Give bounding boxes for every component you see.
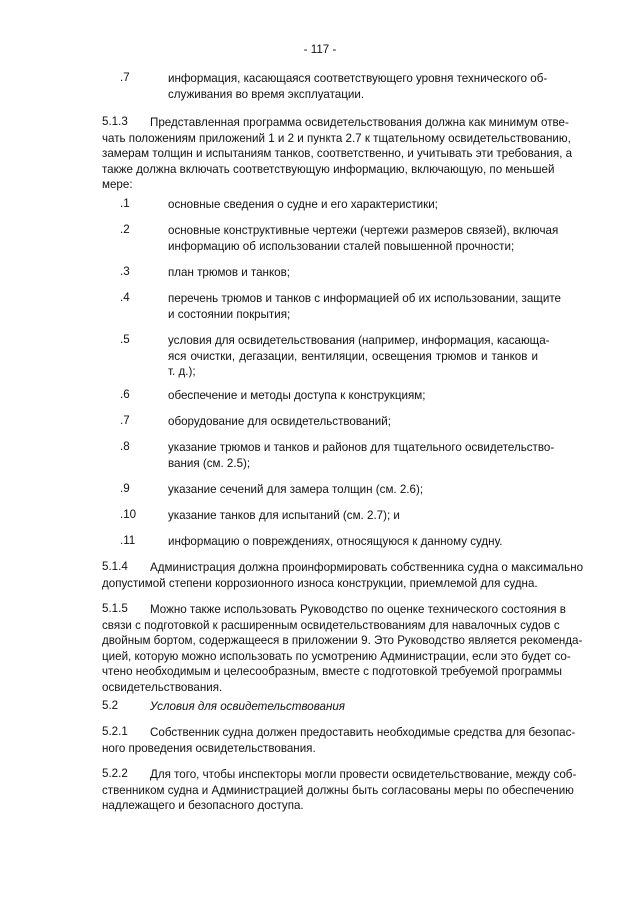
list-item — [120, 71, 548, 102]
list-item — [120, 333, 550, 380]
paragraph — [102, 115, 573, 193]
text-line: т. д.); — [168, 365, 196, 378]
list-item — [120, 197, 538, 213]
item-number: .1 — [120, 197, 130, 210]
list-item — [120, 482, 538, 498]
text-line: ного проведения освидетельствования. — [102, 741, 316, 755]
text-line: связи с подготовкой к расширенным освидетельствованиям для навалочных судов с — [102, 618, 560, 632]
text-line: надлежащего и безопасного доступа. — [102, 799, 304, 812]
text-line: Администрация должна проинформировать собственника судна о максимально — [150, 561, 584, 574]
text-line: вания (см. 2.5); — [168, 456, 251, 470]
text-line: Представленная программа освидетельствования должна как минимум отве- — [150, 116, 569, 129]
page-number: - 117 - — [303, 43, 337, 56]
text-line: двойным бортом, содержащееся в приложении 9. Это Руководство является рекоменда- — [102, 634, 583, 647]
item-number: .6 — [120, 388, 130, 401]
text-line: Собственник судна должен предоставить необходимые средства для безопас- — [150, 726, 576, 739]
text-line: указание сечений для замера толщин (см. 2.6); — [168, 483, 424, 496]
item-number: .10 — [120, 508, 137, 521]
text-line: допустимой степени коррозионного износа конструкции, приемлемой для судна. — [102, 576, 538, 590]
item-number: .2 — [120, 223, 130, 236]
text-line: условия для освидетельствования (например, информация, касающа- — [168, 334, 550, 347]
section-heading — [102, 699, 538, 715]
item-number: 5.1.5 — [102, 602, 128, 615]
text-line: мере: — [102, 178, 133, 191]
text-line: информацию о повреждениях, относящуюся к данному судну. — [168, 535, 503, 548]
paragraph — [102, 560, 584, 591]
list-item — [120, 291, 561, 322]
text-line: основные конструктивные чертежи (чертежи размеров связей), включая — [168, 224, 559, 237]
list-item — [120, 388, 538, 404]
paragraph — [102, 725, 576, 756]
list-item — [120, 223, 559, 254]
text-line: оборудование для освидетельствований; — [168, 415, 391, 428]
text-line: информацию об использовании сталей повышенной прочности; — [168, 239, 515, 253]
item-number: .9 — [120, 482, 130, 495]
text-line: цией, которую можно использовать по усмотрению Администрации, если это будет со- — [102, 649, 571, 663]
text-line: информация, касающаяся соответствующего уровня технического об- — [168, 72, 548, 85]
text-line: служивания во время эксплуатации. — [168, 87, 365, 101]
item-number: 5.2.1 — [102, 725, 128, 738]
text-line: Можно также использовать Руководство по оценке технического состояния в — [150, 603, 566, 616]
item-number: 5.1.4 — [102, 560, 128, 573]
paragraph — [102, 602, 583, 695]
item-number: .3 — [120, 265, 130, 278]
item-number: .5 — [120, 333, 130, 346]
text-line: указание танков для испытаний (см. 2.7); и — [168, 509, 400, 522]
item-number: 5.2.2 — [102, 767, 128, 780]
text-line: также должна включать соответствующую информацию, включающую, по меньшей — [102, 162, 555, 176]
text-line: план трюмов и танков; — [168, 266, 290, 279]
text-line: Условия для освидетельствования — [150, 700, 346, 713]
paragraph — [102, 767, 577, 814]
item-number: .8 — [120, 440, 130, 453]
item-number: .7 — [120, 414, 130, 427]
item-number: .11 — [120, 534, 136, 547]
item-number: 5.1.3 — [102, 115, 128, 128]
list-item — [120, 414, 538, 430]
text-line: основные сведения о судне и его характеристики; — [168, 198, 438, 211]
item-number: .7 — [120, 71, 130, 84]
text-line: перечень трюмов и танков с информацией об их использовании, защите — [168, 292, 561, 305]
list-item — [120, 265, 538, 281]
text-line: яся очистки, дегазации, вентиляции, освещения трюмов и танков и — [168, 349, 538, 363]
text-line: освидетельствования. — [102, 680, 223, 694]
list-item — [120, 508, 538, 524]
text-line: чать положениям приложений 1 и 2 и пункта 2.7 к тщательному освидетельствованию, — [102, 131, 571, 145]
text-line: указание трюмов и танков и районов для тщательного освидетельство- — [168, 441, 555, 454]
list-item — [120, 440, 555, 471]
text-line: чтено необходимым и целесообразным, вместе с подготовкой требуемой программы — [102, 665, 562, 678]
text-line: замерам толщин и испытаниям танков, соответственно, и учитывать эти требования, а — [102, 147, 573, 160]
text-line: ственником судна и Администрацией должны быть согласованы меры по обеспечению — [102, 783, 574, 797]
text-line: и состоянии покрытия; — [168, 307, 291, 321]
item-number: 5.2 — [102, 699, 119, 712]
text-line: обеспечение и методы доступа к конструкциям; — [168, 389, 426, 402]
list-item — [120, 534, 538, 550]
item-number: .4 — [120, 291, 130, 304]
text-line: Для того, чтобы инспекторы могли провести освидетельствование, между соб- — [150, 768, 577, 781]
